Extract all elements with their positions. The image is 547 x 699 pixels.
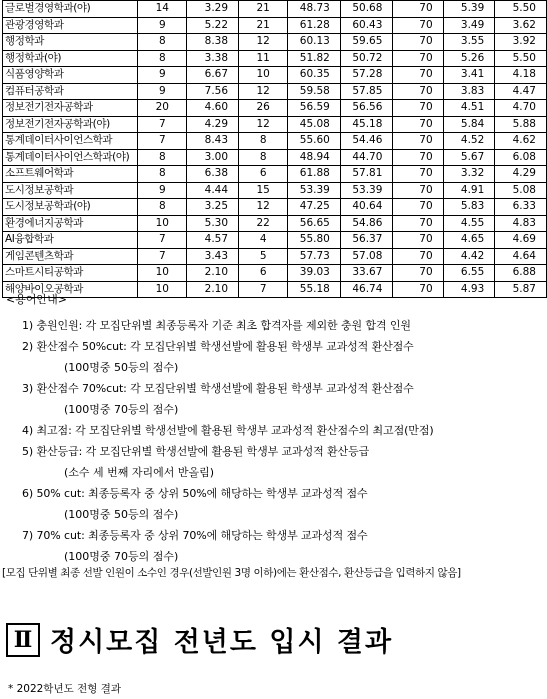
value-cell: 4.91 [443, 182, 495, 199]
department-cell: 환경에너지공학과 [3, 215, 138, 232]
value-cell: 6 [239, 166, 288, 183]
value-cell: 59.58 [288, 83, 341, 100]
value-cell: 61.88 [288, 166, 341, 183]
table-row [3, 17, 547, 34]
value-cell: 45.18 [340, 116, 393, 133]
value-cell: 70 [393, 149, 443, 166]
value-cell: 48.73 [288, 1, 341, 18]
value-cell: 6.38 [187, 166, 239, 183]
value-cell: 4.51 [443, 100, 495, 117]
value-cell: 51.82 [288, 50, 341, 67]
value-cell: 70 [393, 67, 443, 84]
value-cell: 6.08 [495, 149, 547, 166]
department-cell: AI융합학과 [3, 232, 138, 249]
table-row [3, 67, 547, 84]
glossary-item-note: (100명중 50등의 점수) [64, 361, 179, 374]
value-cell: 3.38 [187, 50, 239, 67]
value-cell: 5.50 [495, 50, 547, 67]
value-cell: 56.65 [288, 215, 341, 232]
table-row [3, 1, 547, 18]
value-cell: 21 [239, 17, 288, 34]
value-cell: 70 [393, 232, 443, 249]
value-cell: 53.39 [340, 182, 393, 199]
value-cell: 4.93 [443, 281, 495, 298]
value-cell: 7 [138, 232, 187, 249]
value-cell: 4.18 [495, 67, 547, 84]
value-cell: 7 [239, 281, 288, 298]
value-cell: 3.41 [443, 67, 495, 84]
value-cell: 26 [239, 100, 288, 117]
value-cell: 2.10 [187, 265, 239, 282]
value-cell: 61.28 [288, 17, 341, 34]
table-row [3, 199, 547, 216]
section-title: 정시모집 전년도 입시 결과 [50, 627, 394, 658]
value-cell: 3.29 [187, 1, 239, 18]
value-cell: 3.92 [495, 34, 547, 51]
value-cell: 8 [239, 133, 288, 150]
value-cell: 8 [138, 149, 187, 166]
glossary-section [6, 291, 546, 567]
value-cell: 4.60 [187, 100, 239, 117]
value-cell: 21 [239, 1, 288, 18]
value-cell: 50.68 [340, 1, 393, 18]
value-cell: 57.81 [340, 166, 393, 183]
value-cell: 10 [138, 281, 187, 298]
department-cell: 식품영양학과 [3, 67, 138, 84]
value-cell: 3.32 [443, 166, 495, 183]
department-cell: 행정학과(야) [3, 50, 138, 67]
value-cell: 3.55 [443, 34, 495, 51]
value-cell: 56.37 [340, 232, 393, 249]
value-cell: 15 [239, 182, 288, 199]
value-cell: 4.52 [443, 133, 495, 150]
value-cell: 7 [138, 133, 187, 150]
value-cell: 6 [239, 265, 288, 282]
value-cell: 56.56 [340, 100, 393, 117]
value-cell: 5.67 [443, 149, 495, 166]
glossary-item: 4) 최고점: 각 모집단위별 학생선발에 활용된 학생부 교과성적 환산점수의 최고점(만점) [22, 424, 434, 437]
value-cell: 4.55 [443, 215, 495, 232]
value-cell: 3.25 [187, 199, 239, 216]
value-cell: 5.22 [187, 17, 239, 34]
value-cell: 60.13 [288, 34, 341, 51]
department-cell: 관광경영학과 [3, 17, 138, 34]
value-cell: 8 [138, 166, 187, 183]
department-cell: 컴퓨터공학과 [3, 83, 138, 100]
value-cell: 5.84 [443, 116, 495, 133]
value-cell: 5.50 [495, 1, 547, 18]
value-cell: 57.28 [340, 67, 393, 84]
value-cell: 7.56 [187, 83, 239, 100]
glossary-item: 1) 충원인원: 각 모집단위별 최종등록자 기준 최초 합격자를 제외한 충원 합격 인원 [22, 319, 411, 332]
value-cell: 3.49 [443, 17, 495, 34]
value-cell: 6.88 [495, 265, 547, 282]
value-cell: 70 [393, 281, 443, 298]
table-row [3, 166, 547, 183]
value-cell: 70 [393, 50, 443, 67]
value-cell: 70 [393, 133, 443, 150]
glossary-item: 7) 70% cut: 최종등록자 중 상위 70%에 해당하는 학생부 교과성적 점수 [22, 529, 368, 542]
value-cell: 44.70 [340, 149, 393, 166]
value-cell: 8 [138, 50, 187, 67]
table-row [3, 133, 547, 150]
value-cell: 8 [138, 34, 187, 51]
value-cell: 3.83 [443, 83, 495, 100]
value-cell: 5.88 [495, 116, 547, 133]
value-cell: 9 [138, 182, 187, 199]
value-cell: 8.43 [187, 133, 239, 150]
table-row [3, 265, 547, 282]
value-cell: 55.60 [288, 133, 341, 150]
table-row [3, 149, 547, 166]
glossary-item: 2) 환산점수 50%cut: 각 모집단위별 학생선발에 활용된 학생부 교과성적 환산점수 [22, 340, 414, 353]
value-cell: 9 [138, 67, 187, 84]
value-cell: 70 [393, 17, 443, 34]
value-cell: 50.72 [340, 50, 393, 67]
value-cell: 3.62 [495, 17, 547, 34]
glossary-item: 5) 환산등급: 각 모집단위별 학생선발에 활용된 학생부 교과성적 환산등급 [22, 445, 370, 458]
glossary-item-note: (소수 세 번째 자리에서 반올림) [64, 466, 215, 479]
department-cell: 게임콘텐츠학과 [3, 248, 138, 265]
value-cell: 57.73 [288, 248, 341, 265]
department-cell: 통계데이터사이언스학과(야) [3, 149, 138, 166]
value-cell: 70 [393, 100, 443, 117]
value-cell: 4.70 [495, 100, 547, 117]
department-cell: 정보전기전자공학과 [3, 100, 138, 117]
value-cell: 60.35 [288, 67, 341, 84]
value-cell: 11 [239, 50, 288, 67]
value-cell: 7 [138, 116, 187, 133]
value-cell: 3.43 [187, 248, 239, 265]
value-cell: 5 [239, 248, 288, 265]
table-row [3, 116, 547, 133]
department-cell: 해양바이오공학과 [3, 281, 138, 298]
value-cell: 4.44 [187, 182, 239, 199]
value-cell: 39.03 [288, 265, 341, 282]
table-row [3, 100, 547, 117]
value-cell: 4.29 [187, 116, 239, 133]
value-cell: 10 [239, 67, 288, 84]
value-cell: 56.59 [288, 100, 341, 117]
department-cell: 소프트웨어학과 [3, 166, 138, 183]
value-cell: 5.83 [443, 199, 495, 216]
admission-results-table [2, 0, 547, 298]
value-cell: 4.47 [495, 83, 547, 100]
table-row [3, 248, 547, 265]
value-cell: 70 [393, 215, 443, 232]
value-cell: 70 [393, 265, 443, 282]
value-cell: 10 [138, 265, 187, 282]
value-cell: 5.30 [187, 215, 239, 232]
value-cell: 2.10 [187, 281, 239, 298]
department-cell: 스마트시티공학과 [3, 265, 138, 282]
value-cell: 46.74 [340, 281, 393, 298]
value-cell: 33.67 [340, 265, 393, 282]
value-cell: 6.67 [187, 67, 239, 84]
section-heading [6, 620, 393, 659]
value-cell: 9 [138, 83, 187, 100]
value-cell: 59.65 [340, 34, 393, 51]
notice-text: [모집 단위별 최종 선발 인원이 소수인 경우(선발인원 3명 이하)에는 환산점수, 환산등급을 입력하지 않음] [2, 567, 461, 579]
value-cell: 14 [138, 1, 187, 18]
value-cell: 60.43 [340, 17, 393, 34]
value-cell: 8 [138, 199, 187, 216]
value-cell: 6.33 [495, 199, 547, 216]
value-cell: 4.69 [495, 232, 547, 249]
department-cell: 행정학과 [3, 34, 138, 51]
table-caption: * 2022학년도 전형 결과 [8, 683, 121, 695]
value-cell: 54.46 [340, 133, 393, 150]
value-cell: 22 [239, 215, 288, 232]
value-cell: 8.38 [187, 34, 239, 51]
value-cell: 20 [138, 100, 187, 117]
value-cell: 70 [393, 83, 443, 100]
department-cell: 도시정보공학과 [3, 182, 138, 199]
value-cell: 4.57 [187, 232, 239, 249]
glossary-list [6, 315, 546, 567]
value-cell: 57.85 [340, 83, 393, 100]
value-cell: 55.18 [288, 281, 341, 298]
value-cell: 53.39 [288, 182, 341, 199]
value-cell: 8 [239, 149, 288, 166]
table-body [3, 1, 547, 298]
table-row [3, 232, 547, 249]
value-cell: 3.00 [187, 149, 239, 166]
value-cell: 54.86 [340, 215, 393, 232]
value-cell: 5.87 [495, 281, 547, 298]
glossary-item: 3) 환산점수 70%cut: 각 모집단위별 학생선발에 활용된 학생부 교과성적 환산점수 [22, 382, 414, 395]
value-cell: 4.83 [495, 215, 547, 232]
value-cell: 4.64 [495, 248, 547, 265]
value-cell: 48.94 [288, 149, 341, 166]
value-cell: 6.55 [443, 265, 495, 282]
department-cell: 도시정보공학과(야) [3, 199, 138, 216]
value-cell: 4 [239, 232, 288, 249]
table-row [3, 182, 547, 199]
glossary-title: <용어안내> [6, 293, 67, 306]
value-cell: 5.39 [443, 1, 495, 18]
department-cell: 통계데이터사이언스학과 [3, 133, 138, 150]
value-cell: 5.08 [495, 182, 547, 199]
value-cell: 55.80 [288, 232, 341, 249]
value-cell: 70 [393, 199, 443, 216]
department-cell: 글로벌경영학과(야) [3, 1, 138, 18]
glossary-item-note: (100명중 50등의 점수) [64, 508, 179, 521]
value-cell: 12 [239, 116, 288, 133]
value-cell: 12 [239, 199, 288, 216]
department-cell: 정보전기전자공학과(야) [3, 116, 138, 133]
table-row [3, 34, 547, 51]
value-cell: 70 [393, 1, 443, 18]
glossary-item-note: (100명중 70등의 점수) [64, 403, 179, 416]
value-cell: 12 [239, 83, 288, 100]
value-cell: 5.26 [443, 50, 495, 67]
value-cell: 70 [393, 116, 443, 133]
value-cell: 70 [393, 34, 443, 51]
value-cell: 4.65 [443, 232, 495, 249]
value-cell: 57.08 [340, 248, 393, 265]
value-cell: 40.64 [340, 199, 393, 216]
value-cell: 7 [138, 248, 187, 265]
glossary-item: 6) 50% cut: 최종등록자 중 상위 50%에 해당하는 학생부 교과성적 점수 [22, 487, 368, 500]
value-cell: 4.29 [495, 166, 547, 183]
value-cell: 47.25 [288, 199, 341, 216]
value-cell: 70 [393, 182, 443, 199]
table-row [3, 83, 547, 100]
value-cell: 4.42 [443, 248, 495, 265]
table-row [3, 50, 547, 67]
value-cell: 10 [138, 215, 187, 232]
value-cell: 70 [393, 248, 443, 265]
table-row [3, 215, 547, 232]
glossary-item-note: (100명중 70등의 점수) [64, 550, 179, 563]
section-number-box: Ⅱ [6, 623, 40, 657]
value-cell: 4.62 [495, 133, 547, 150]
value-cell: 9 [138, 17, 187, 34]
value-cell: 12 [239, 34, 288, 51]
value-cell: 45.08 [288, 116, 341, 133]
value-cell: 70 [393, 166, 443, 183]
